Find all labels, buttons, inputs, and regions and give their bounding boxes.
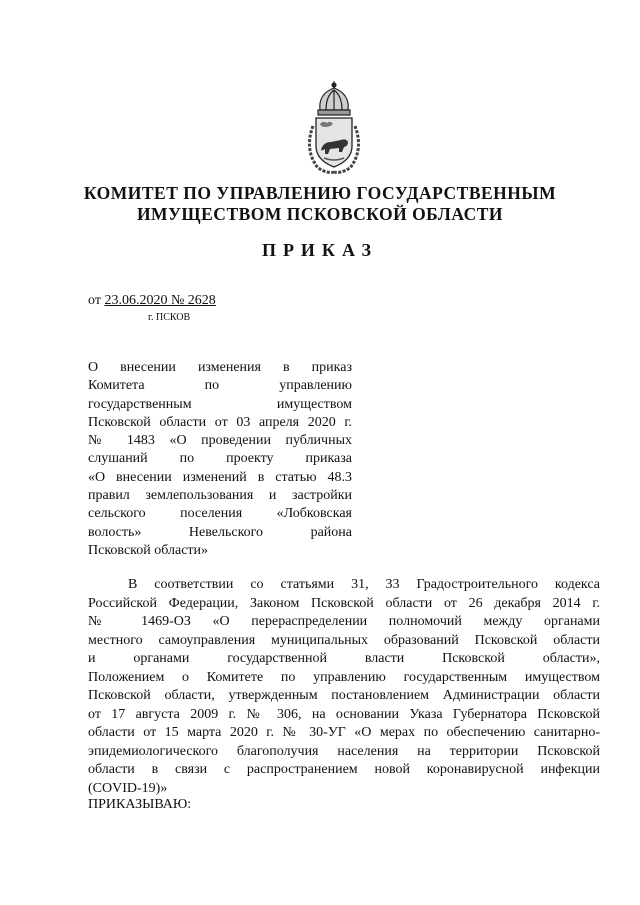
body-line: местного самоуправления муниципальных образований Псковской области [88, 632, 600, 648]
subject-line: сельского поселения «Лобковская [88, 506, 352, 522]
document-date: 23.06.2020 [104, 293, 168, 308]
organization-name [0, 183, 640, 225]
number-sign: № [167, 293, 188, 308]
coat-of-arms-icon [298, 80, 370, 176]
body-line: от 17 августа 2009 г. № 306, на основании Указа Губернатора Псковской [88, 706, 600, 722]
organization-name-line-2: ИМУЩЕСТВОМ ПСКОВСКОЙ ОБЛАСТИ [136, 204, 504, 224]
subject-line: № 1483 «О проведении публичных [88, 433, 352, 449]
body-line: эпидемиологического благополучия населения на территории Псковской [88, 743, 600, 759]
subject-line: Комитета по управлению [88, 378, 352, 394]
date-prefix: от [88, 293, 105, 308]
subject-line: О внесении изменения в приказ [88, 360, 352, 375]
subject-line: волость» Невельского района [88, 524, 352, 540]
order-keyword: ПРИКАЗЫВАЮ: [88, 797, 192, 812]
subject-line: Псковской области» [88, 542, 209, 558]
subject-line: слушаний по проекту приказа [88, 451, 352, 467]
date-and-number-line [88, 293, 216, 309]
body-line: № 1469-ОЗ «О перераспределении полномочий между органами [88, 614, 600, 629]
body-line: и органами государственной власти Псковской области», [88, 651, 600, 666]
body-line: области от 15 марта 2020 г. № 30-УГ «О мерах по обеспечению санитарно- [88, 725, 600, 740]
subject-line: «О внесении изменений в статью 48.3 [88, 469, 352, 485]
city-label: г. ПСКОВ [148, 312, 191, 323]
body-line: В соответствии со статьями 31, 33 Градостроительного кодекса [128, 577, 600, 592]
body-line: Российской Федерации, Законом Псковской области от 26 декабря 2014 г. [88, 595, 600, 611]
organization-name-line-1: КОМИТЕТ ПО УПРАВЛЕНИЮ ГОСУДАРСТВЕННЫМ [83, 183, 557, 203]
document-type-title: ПРИКАЗ [261, 240, 379, 260]
document-subject [88, 359, 352, 560]
body-line: (COVID-19)» [88, 780, 168, 796]
subject-line: Псковской области от 03 апреля 2020 г. [88, 414, 352, 430]
subject-line: государственным имуществом [88, 396, 352, 412]
body-line: области в связи с распространением новой коронавирусной инфекции [88, 762, 600, 777]
body-line: Псковской области, утвержденным постановлением Администрации области [88, 688, 600, 703]
body-line: Положением о Комитете по управлению государственным имуществом [88, 669, 600, 685]
document-number: 2628 [187, 293, 216, 308]
subject-line: правил землепользования и застройки [88, 488, 352, 504]
document-body-paragraph [88, 576, 600, 798]
